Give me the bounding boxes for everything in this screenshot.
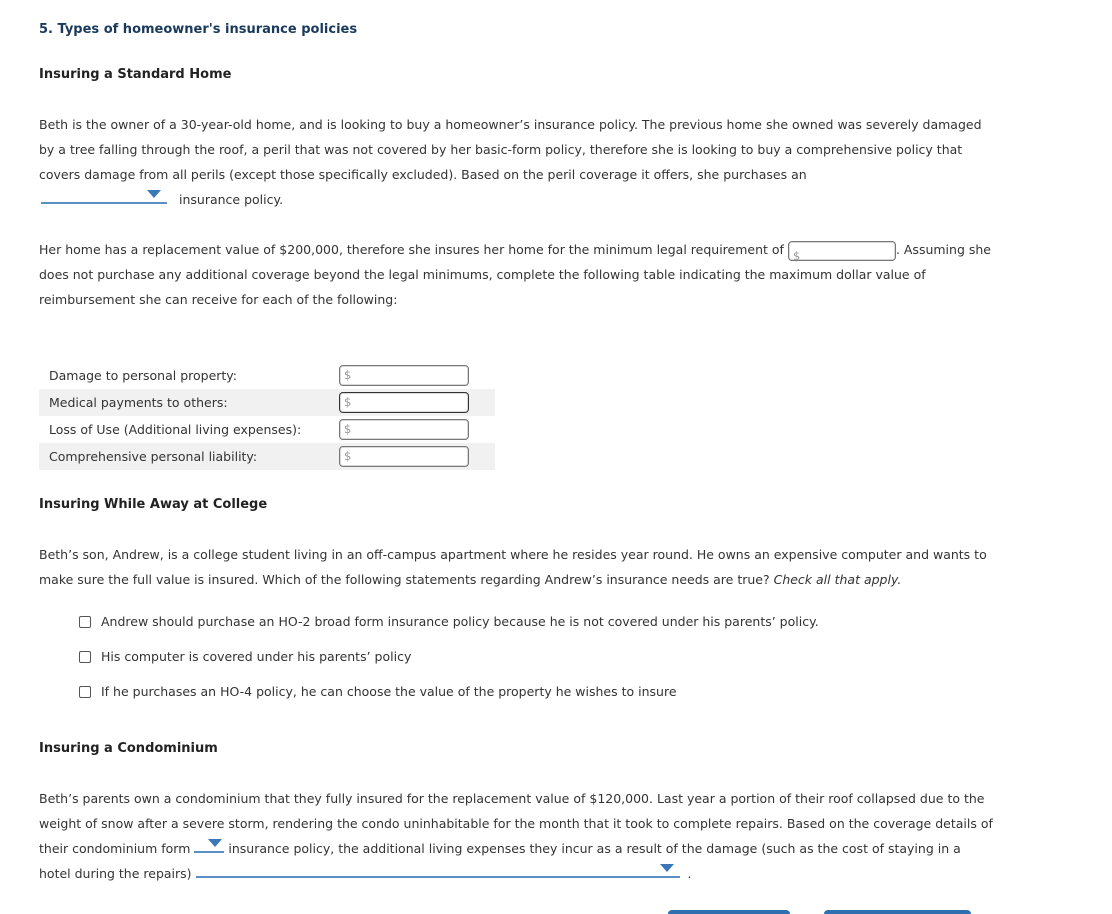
table-row	[39, 362, 495, 389]
loss-of-use-input[interactable]	[339, 419, 469, 440]
checkbox-option[interactable]	[79, 647, 819, 682]
living-expenses-dropdown[interactable]	[196, 862, 680, 878]
paragraph-text: insurance policy, the additional living expenses they incur as a result of the damage (such as the cost of staying in a hotel during the repairs)	[39, 841, 961, 881]
condo-form-dropdown[interactable]	[194, 837, 224, 853]
currency-symbol: $	[344, 368, 352, 382]
currency-symbol: $	[344, 422, 352, 436]
personal-liability-input[interactable]	[339, 446, 469, 467]
question-title: 5. Types of homeowner's insurance policies	[39, 22, 358, 37]
checkbox-option[interactable]	[79, 682, 819, 717]
condominium-paragraph	[39, 786, 994, 886]
section-heading-standard-home: Insuring a Standard Home	[39, 67, 232, 82]
paragraph-text: insurance policy.	[178, 192, 284, 207]
checkbox-label[interactable]: If he purchases an HO-4 policy, he can choose the value of the property he wishes to insure	[101, 684, 677, 699]
coverage-table	[39, 362, 495, 470]
checkbox[interactable]	[79, 686, 91, 698]
medical-payments-input[interactable]	[339, 392, 469, 413]
paragraph-text: .	[687, 866, 692, 881]
table-row	[39, 443, 495, 470]
minimum-coverage-input[interactable]	[788, 241, 896, 261]
currency-symbol: $	[792, 248, 801, 263]
paragraph-text: Beth’s son, Andrew, is a college student living in an off-campus apartment where he resides year round. He owns an expensive computer and wants to make sure the full value is insured. Which of the following statements regarding Andrew’s insurance needs are true?	[39, 547, 987, 587]
checkbox-group	[79, 612, 819, 717]
checkbox-option[interactable]	[79, 612, 819, 647]
standard-home-paragraph-2	[39, 237, 994, 312]
college-paragraph	[39, 542, 994, 592]
checkbox[interactable]	[79, 616, 91, 628]
checkbox-label[interactable]: Andrew should purchase an HO-2 broad form insurance policy because he is not covered under his parents’ policy.	[101, 614, 819, 629]
section-heading-condominium: Insuring a Condominium	[39, 741, 218, 756]
checkbox[interactable]	[79, 651, 91, 663]
currency-symbol: $	[344, 395, 352, 409]
checkbox-label[interactable]: His computer is covered under his parents’ policy	[101, 649, 412, 664]
personal-liability-label: Comprehensive personal liability:	[39, 443, 329, 470]
chevron-down-icon	[147, 190, 161, 198]
paragraph-text: Beth is the owner of a 30-year-old home, and is looking to buy a homeowner’s insurance policy. The previous home she owned was severely damaged by a tree falling through the roof, a peril that was not covered by her basic-form policy, therefore she is looking to buy a comprehensive policy that covers damage from all perils (except those specifically excluded). Based on the peril coverage it offers, she purchases an	[39, 117, 982, 182]
peril-coverage-dropdown[interactable]	[41, 188, 167, 204]
paragraph-text: Her home has a replacement value of $200,000, therefore she insures her home for the minimum legal requirement of	[39, 242, 784, 257]
chevron-down-icon	[660, 864, 674, 872]
personal-property-label: Damage to personal property:	[49, 368, 238, 383]
standard-home-paragraph-1	[39, 112, 994, 212]
currency-symbol: $	[344, 449, 352, 463]
paragraph-text: . Assuming she does not purchase any additional coverage beyond the legal minimums, complete the following table indicating the maximum dollar value of reimbursement she can receive for each of the following:	[39, 242, 991, 307]
table-row	[39, 389, 495, 416]
chevron-down-icon	[208, 839, 222, 847]
paragraph-text: Beth’s parents own a condominium that they fully insured for the replacement value of $120,000. Last year a portion of their roof collapsed due to the weight of snow after a severe storm, rendering the condo uninhabitable for the month that it took to complete repairs. Based on the coverage details of their condominium form	[39, 791, 993, 856]
action-button[interactable]	[824, 910, 971, 914]
table-row	[39, 416, 495, 443]
medical-payments-label: Medical payments to others:	[39, 389, 329, 416]
section-heading-college: Insuring While Away at College	[39, 497, 268, 512]
personal-property-input[interactable]	[339, 365, 469, 386]
action-button[interactable]	[668, 910, 790, 914]
instruction-text: Check all that apply.	[773, 572, 902, 587]
loss-of-use-label: Loss of Use (Additional living expenses):	[49, 422, 302, 437]
